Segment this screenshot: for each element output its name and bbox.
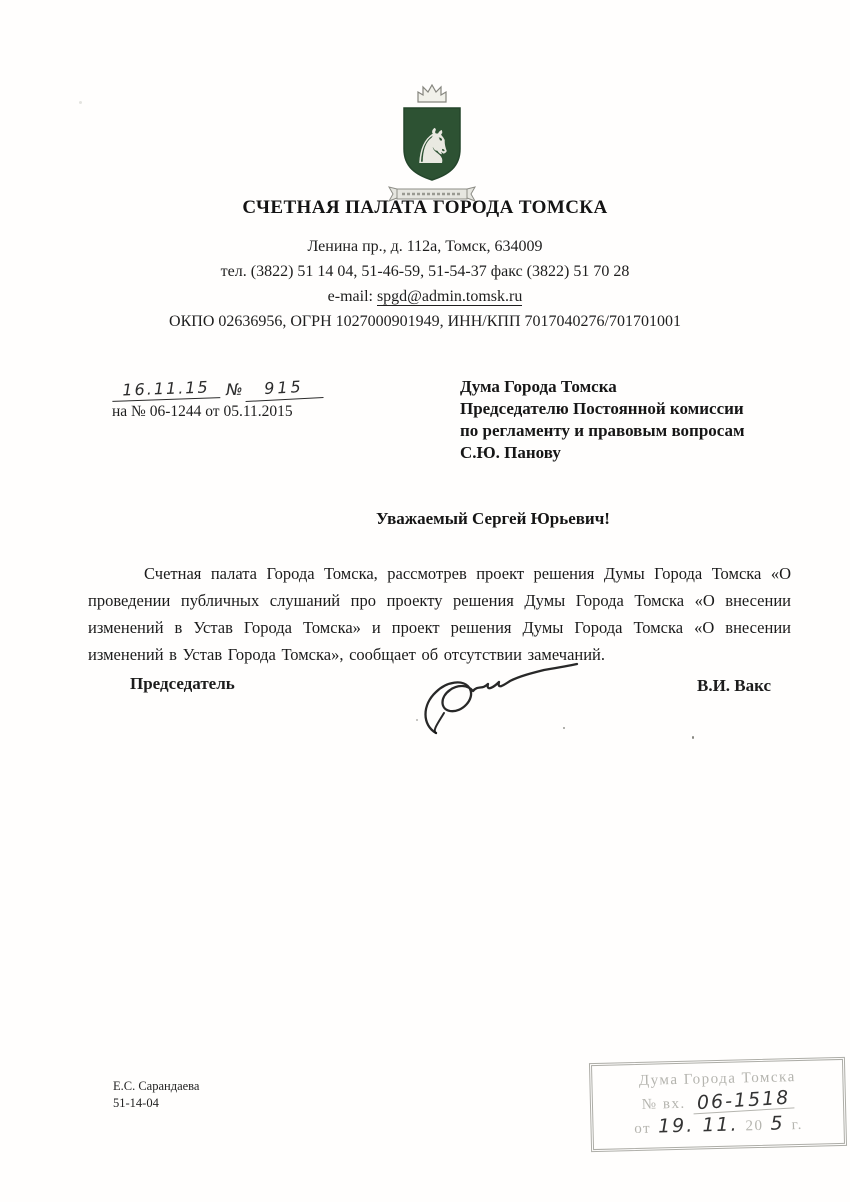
email-line [0, 284, 850, 309]
email-label: e-mail: [327, 288, 377, 305]
recipient-block [460, 376, 745, 464]
scan-speck [692, 736, 694, 739]
stamp-handwritten-year: 5 [770, 1112, 785, 1135]
recipient-line: Председателю Постоянной комиссии [460, 399, 744, 418]
stamp-date-label: от [634, 1120, 652, 1138]
white-horse-glyph: ♞ [411, 119, 455, 175]
letterhead-contacts [0, 234, 850, 334]
stamp-org-name: Дума Города Томска [638, 1069, 797, 1089]
number-sign: № [225, 379, 243, 400]
handwritten-date: 16.11.15 [112, 377, 221, 402]
tomsk-coat-of-arms [382, 84, 482, 203]
recipient-line: по регламенту и правовым вопросам [460, 421, 745, 440]
recipient-line: Дума Города Томска [460, 377, 617, 396]
stamp-year-suffix: г. [791, 1116, 804, 1134]
executor-name: Е.С. Сарандаева [113, 1079, 200, 1093]
registration-codes: ОКПО 02636956, ОГРН 1027000901949, ИНН/КПП 7017040276/701701001 [169, 313, 681, 330]
reference-block [112, 378, 372, 421]
executor-phone: 51-14-04 [113, 1096, 159, 1110]
scan-speck [79, 101, 82, 104]
signer-position: Председатель [130, 674, 235, 693]
reply-to-reference: на № 06-1244 от 05.11.2015 [112, 403, 293, 420]
email-address: spgd@admin.tomsk.ru [376, 288, 523, 305]
stamp-date-row [599, 1112, 838, 1142]
phone-fax-line: тел. (3822) 51 14 04, 51-46-59, 51-54-37 факс (3822) 51 70 28 [220, 263, 630, 280]
stamp-year-prefix: 20 [745, 1117, 764, 1135]
scan-speck [416, 719, 418, 721]
incoming-registration-stamp [589, 1057, 847, 1152]
handwritten-signature [400, 645, 585, 737]
stamp-incoming-number: 06-1518 [692, 1087, 794, 1114]
letter-body: Счетная палата Города Томска, рассмотрев проект решения Думы Города Томска «О проведении публичных слушаний про проекту решения Думы Города Томска «О внесении изменений в Устав Города Томска» и проект решения Думы Города Томска «О внесении изменений в Устав Города Томска», сообщает об отсутствии замечаний. [88, 563, 791, 664]
salutation: Уважаемый Сергей Юрьевич! [376, 509, 610, 528]
stamp-handwritten-date: 19. 11. [657, 1113, 739, 1138]
recipient-line: С.Ю. Панову [460, 443, 561, 462]
stamp-in-label: № вх. [641, 1095, 686, 1113]
shield-with-horse-icon [400, 105, 464, 183]
postal-address: Ленина пр., д. 112а, Томск, 634009 [307, 238, 543, 255]
scan-speck [563, 727, 565, 729]
outgoing-ref-row [112, 378, 372, 400]
handwritten-outgoing-number: 915 [244, 376, 323, 402]
mural-crown-icon [415, 84, 449, 104]
org-name: СЧЕТНАЯ ПАЛАТА ГОРОДА ТОМСКА [242, 197, 608, 218]
signer-name: В.И. Вакс [697, 676, 772, 695]
executor-block [113, 1078, 199, 1112]
